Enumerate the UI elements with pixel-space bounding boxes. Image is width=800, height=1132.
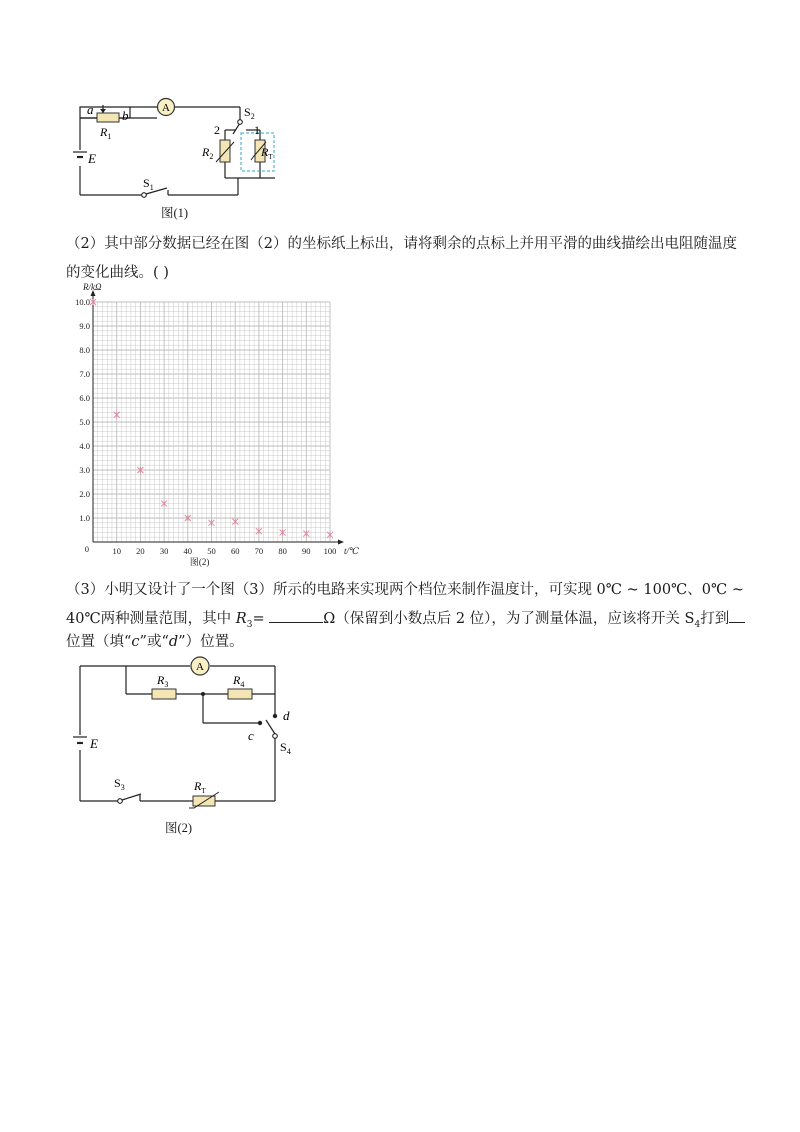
label-e: E [88, 151, 96, 166]
circuit-figure-3 [70, 650, 300, 810]
y-axis-label: R/kΩ [83, 282, 102, 292]
x-tick-label: 10 [112, 546, 121, 556]
question-3-line-2: 40℃两种测量范围，其中 $R_3= \Omega$（保留到小数点后 2 位），为了测量体温，应该将开关 $S_4$打到 [66, 605, 746, 640]
y-tick-label: 7.0 [79, 369, 90, 379]
data-point [232, 519, 238, 525]
y-tick-label: 4.0 [79, 441, 90, 451]
data-point [256, 528, 262, 534]
y-tick-label: 5.0 [79, 417, 90, 427]
circuit-figure-1 [70, 90, 290, 220]
label-s2: $S_2$ [244, 105, 255, 121]
x-axis-label: t/℃ [344, 546, 360, 556]
x-tick-label: 30 [159, 546, 169, 556]
y-tick-label: 2.0 [79, 489, 90, 499]
label-s4: $S_4$ [280, 740, 291, 756]
question-3-line-1: （3）小明又设计了一个图（3）所示的电路来实现两个档位来制作温度计，可实现 0℃ ~ 100℃、0℃ ~ [66, 582, 744, 598]
label-d: d [283, 708, 290, 723]
y-tick-label: 9.0 [79, 321, 90, 331]
x-tick-label: 100 [323, 546, 337, 556]
y-tick-label: 3.0 [79, 465, 90, 475]
label-s3: $S_3$ [114, 776, 125, 792]
label-r4: $R_4$ [233, 673, 245, 689]
label-rt: $R_T$ [194, 779, 206, 795]
answer-blank-r3[interactable] [269, 622, 323, 623]
label-b: b [122, 108, 129, 123]
origin-label: 0 [84, 544, 89, 554]
data-point [327, 532, 333, 538]
label-r3: $R_3$ [157, 673, 169, 689]
x-axis-arrow [338, 540, 344, 545]
label-r1: $R_1$ [100, 125, 112, 141]
label-rt: $R_T$ [261, 145, 273, 161]
question-2-text: （2）其中部分数据已经在图（2）的坐标纸上标出，请将剩余的点标上并用平滑的曲线描绘出电阻随温度的变化曲线。( ) [66, 236, 737, 281]
figure-1-caption: 图(1) [161, 206, 189, 220]
data-point [303, 531, 309, 537]
label-ammeter: A [196, 661, 204, 673]
label-e: E [90, 736, 98, 751]
y-tick-label: 6.0 [79, 393, 90, 403]
data-point [114, 412, 120, 418]
resistance-temperature-chart [60, 280, 370, 570]
answer-blank-switch[interactable] [729, 622, 745, 623]
y-tick-label: 8.0 [79, 345, 90, 355]
x-tick-label: 90 [302, 546, 311, 556]
label-a: a [87, 102, 94, 117]
question-3-line-3: 位置（填“c”或“d”）位置。 [66, 634, 244, 650]
y-tick-label: 1.0 [79, 513, 90, 523]
label-c: c [248, 728, 254, 743]
chart-caption: 图(2) [189, 557, 210, 567]
x-tick-label: 80 [278, 546, 287, 556]
x-tick-label: 20 [136, 546, 145, 556]
x-tick-label: 40 [183, 546, 193, 556]
x-tick-label: 60 [230, 546, 240, 556]
label-pos1: 1 [254, 123, 260, 137]
label-s1: $S_1$ [143, 176, 154, 192]
label-pos2: 2 [214, 123, 220, 137]
label-r2: $R_2$ [202, 145, 214, 161]
label-ammeter: A [162, 102, 170, 114]
x-tick-label: 50 [207, 546, 216, 556]
figure-3-caption: 图(2) [165, 821, 193, 835]
x-tick-label: 70 [254, 546, 264, 556]
y-tick-label: 10.0 [75, 297, 90, 307]
